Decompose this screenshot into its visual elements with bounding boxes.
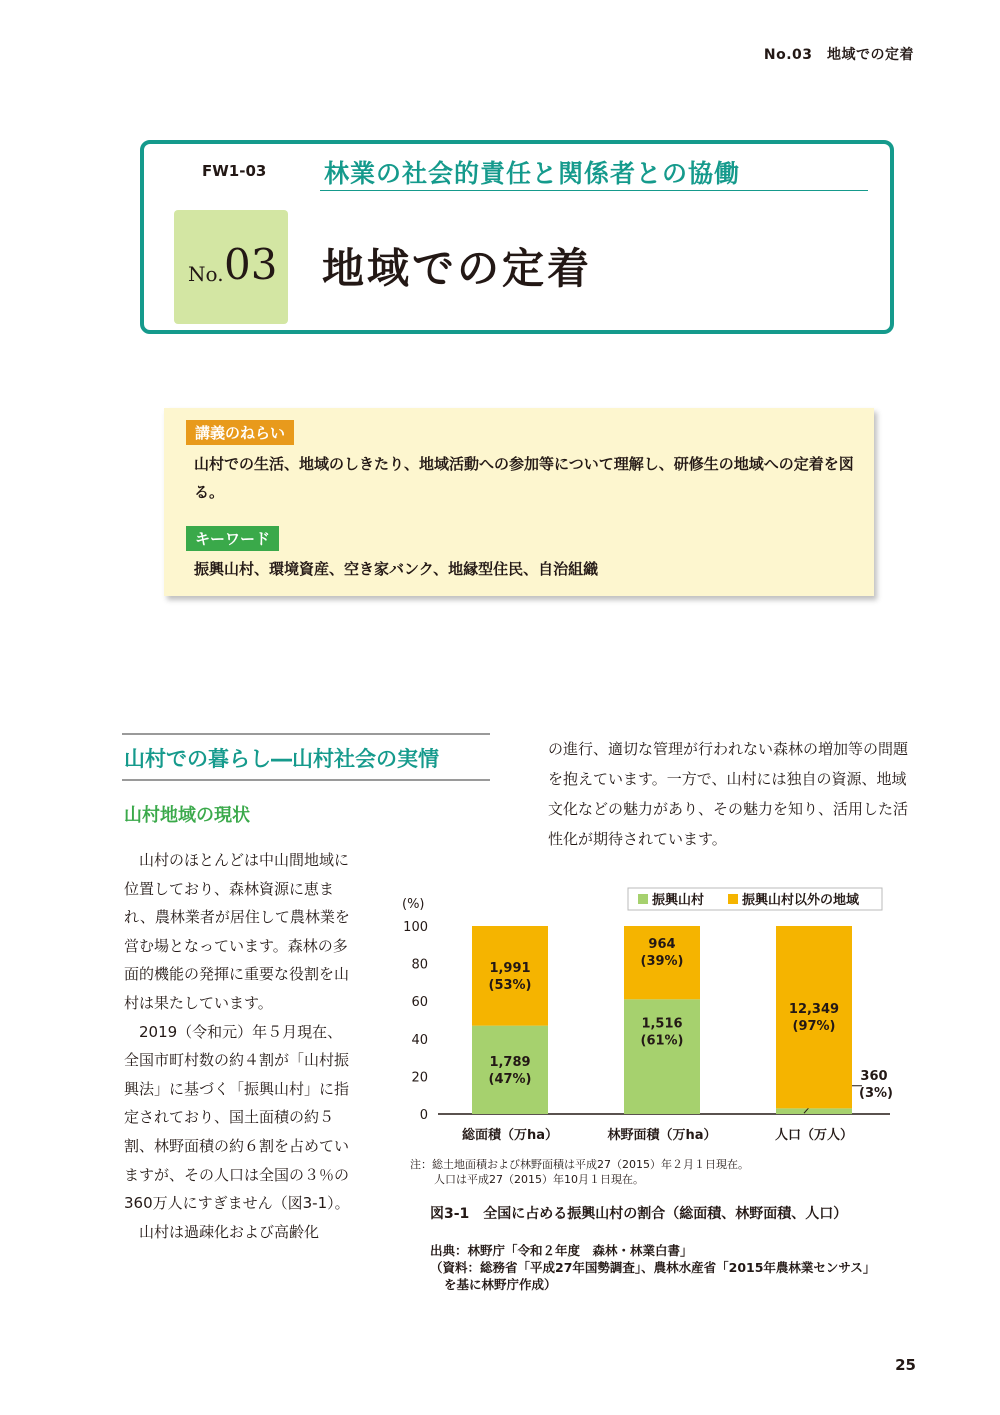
bar-pct-label: (3%) (859, 1085, 893, 1101)
y-axis-label: (%) (402, 897, 425, 912)
course-code: FW1-03 (202, 162, 267, 180)
legend-swatch-other (728, 894, 738, 904)
chapter-title: 地域での定着 (322, 244, 593, 293)
y-tick-label: 0 (419, 1108, 428, 1123)
paragraph: 2019（令和元）年５月現在、全国市町村数の約４割が「山村振興法」に基づく「振興山村」に指定されており、国土面積の約５割、林野面積の約６割を占めていますが、その人口は全国の３％の360万人にすぎません（図3-1）。 (124, 1022, 350, 1213)
bar-value-label: 1,516 (641, 1016, 683, 1032)
y-tick-label: 80 (411, 957, 428, 973)
goals-text: 山村での生活、地域のしきたり、地域活動への参加等について理解し、研修生の地域への定着を図る。 (194, 455, 854, 501)
bar-value-label: 964 (648, 937, 676, 952)
figure-caption: 図3-1 全国に占める振興山村の割合（総面積、林野面積、人口） (430, 1206, 848, 1222)
number-value: 03 (224, 240, 278, 289)
source-line: を基に林野庁作成） (444, 1277, 557, 1292)
keyword-list: 振興山村、環境資産、空き家バンク、地縁型住民、自治組織 (194, 560, 599, 578)
y-tick-label: 40 (411, 1032, 428, 1048)
stacked-bar-chart (390, 880, 910, 1150)
goals-box (164, 408, 874, 596)
section-heading-box (122, 733, 490, 781)
body-text-right (548, 734, 920, 854)
y-tick-label: 20 (411, 1070, 428, 1086)
bar-pct-label: (39%) (640, 954, 684, 969)
page-number: 25 (895, 1356, 916, 1374)
keyword-tag: キーワード (186, 526, 279, 551)
bar-pct-label: (47%) (488, 1071, 532, 1087)
running-header: No.03 地域での定着 (763, 47, 914, 63)
goals-tag: 講義のねらい (186, 420, 294, 445)
bar-pct-label: (97%) (792, 1019, 836, 1035)
y-tick-label: 60 (411, 995, 428, 1011)
bar-value-label: 1,789 (489, 1054, 531, 1070)
note-line: 人口は平成27（2015）年10月１日現在。 (434, 1173, 644, 1186)
y-tick-label: 100 (403, 920, 428, 935)
source-line: （資料：総務省「平成27年国勢調査」、農林水産省「2015年農林業センサス」 (430, 1260, 876, 1275)
paragraph: の進行、適切な管理が行われない森林の増加等の問題を抱えています。一方で、山村には独自の資源、地域文化などの魅力があり、その魅力を知り、活用した活性化が期待されています。 (548, 740, 909, 848)
bar-pct-label: (61%) (640, 1033, 684, 1049)
legend-label-village: 振興山村 (652, 893, 705, 908)
source-line: 出典：林野庁「令和２年度 森林・林業白書」 (430, 1243, 693, 1258)
number-prefix: No. (188, 262, 224, 286)
section-heading: 山村での暮らし―山村社会の実情 (124, 747, 439, 771)
x-category-label: 人口（万人） (774, 1128, 854, 1143)
bar-value-label: 360 (860, 1068, 888, 1084)
legend-swatch-village (638, 894, 648, 904)
subsection-heading: 山村地域の現状 (124, 805, 250, 826)
title-divider (320, 190, 868, 191)
number-tile (174, 210, 288, 324)
bar-pct-label: (53%) (488, 977, 532, 993)
body-text-left (124, 846, 356, 1246)
paragraph: 山村は過疎化および高齢化 (139, 1222, 320, 1241)
bar-value-label: 1,991 (489, 960, 531, 976)
paragraph: 山村のほとんどは中山間地域に位置しており、森林資源に恵まれ、農林業者が居住して農林業を営む場となっています。森林の多面的機能の発揮に重要な役割を山村は果たしています。 (124, 851, 350, 1012)
chart-note (410, 1157, 749, 1187)
course-title: 林業の社会的責任と関係者との協働 (324, 159, 741, 188)
x-category-label: 総面積（万ha） (461, 1128, 559, 1143)
x-category-label: 林野面積（万ha） (607, 1128, 717, 1143)
legend-label-other: 振興山村以外の地域 (742, 893, 860, 908)
figure-source (430, 1242, 875, 1293)
bar-segment (776, 1108, 852, 1114)
bar-value-label: 12,349 (788, 1002, 840, 1018)
title-box (140, 140, 894, 334)
note-line: 注：総土地面積および林野面積は平成27（2015）年２月１日現在。 (410, 1158, 749, 1171)
